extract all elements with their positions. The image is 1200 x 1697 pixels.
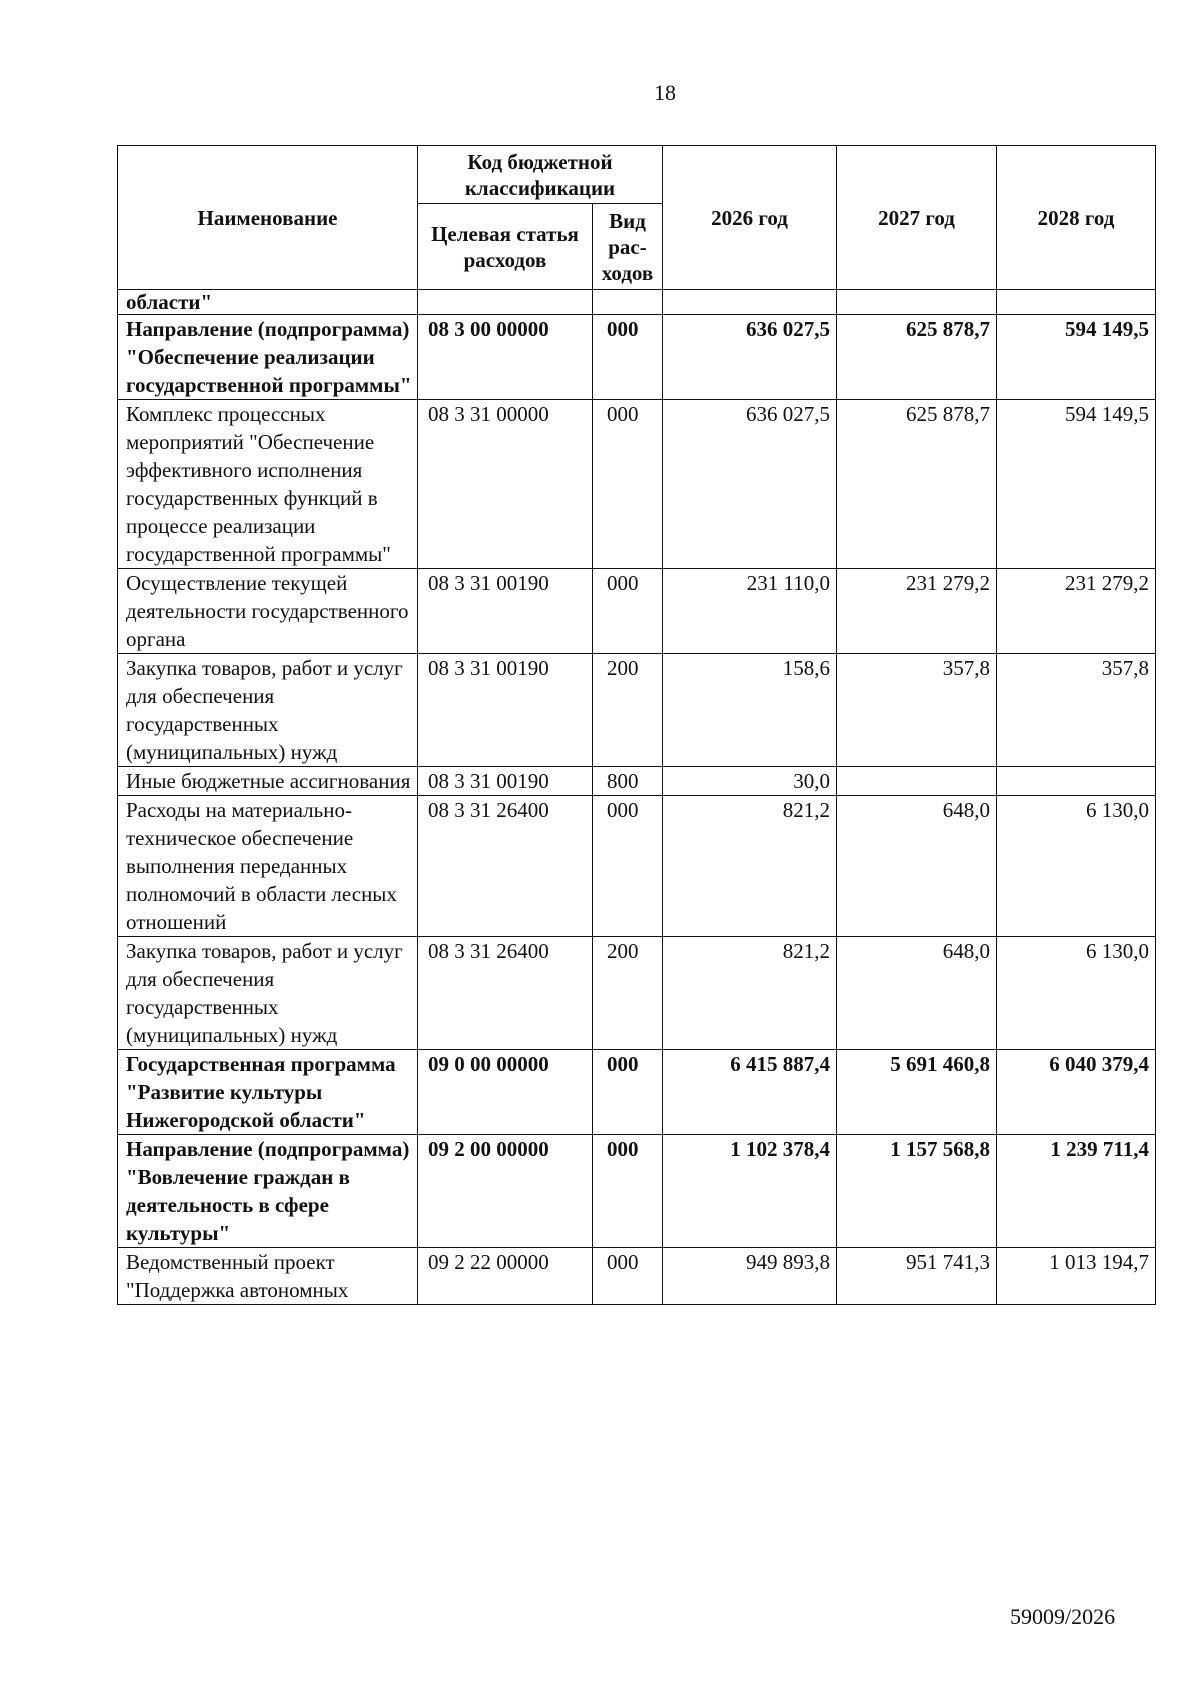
table-row xyxy=(118,315,1156,400)
cell-2026 xyxy=(663,290,837,315)
table-row xyxy=(118,1050,1156,1135)
cell-expense-kind: 000 xyxy=(593,1050,663,1135)
cell-name: Закупка товаров, работ и услуг для обеспечения государственных (муниципальных) нужд xyxy=(118,654,418,767)
cell-2028: 1 013 194,7 xyxy=(997,1248,1156,1305)
table-row xyxy=(118,1135,1156,1248)
cell-2026: 821,2 xyxy=(663,937,837,1050)
cell-target-article: 09 2 00 00000 xyxy=(418,1135,593,1248)
cell-target-article: 09 0 00 00000 xyxy=(418,1050,593,1135)
cell-expense-kind: 200 xyxy=(593,654,663,767)
cell-2026: 1 102 378,4 xyxy=(663,1135,837,1248)
cell-name: Направление (подпрограмма) "Вовлечение граждан в деятельность в сфере культуры" xyxy=(118,1135,418,1248)
header-2027: 2027 год xyxy=(837,146,997,290)
table-body xyxy=(118,290,1156,1305)
cell-name: Расходы на материально-техническое обеспечение выполнения переданных полномочий в области лесных отношений xyxy=(118,796,418,937)
table-row xyxy=(118,400,1156,569)
table-row xyxy=(118,1248,1156,1305)
cell-expense-kind: 800 xyxy=(593,767,663,796)
cell-target-article xyxy=(418,290,593,315)
cell-2028: 231 279,2 xyxy=(997,569,1156,654)
cell-2028: 357,8 xyxy=(997,654,1156,767)
cell-2027: 625 878,7 xyxy=(837,315,997,400)
cell-2026: 158,6 xyxy=(663,654,837,767)
cell-2027: 1 157 568,8 xyxy=(837,1135,997,1248)
cell-name: Государственная программа "Развитие культуры Нижегородской области" xyxy=(118,1050,418,1135)
cell-2027: 648,0 xyxy=(837,796,997,937)
cell-2026: 231 110,0 xyxy=(663,569,837,654)
cell-2027: 231 279,2 xyxy=(837,569,997,654)
cell-expense-kind: 000 xyxy=(593,1248,663,1305)
cell-target-article: 08 3 31 00190 xyxy=(418,569,593,654)
table-row xyxy=(118,654,1156,767)
cell-name: Направление (подпрограмма) "Обеспечение реализации государственной программы" xyxy=(118,315,418,400)
table-row xyxy=(118,796,1156,937)
table-row xyxy=(118,569,1156,654)
cell-2026: 30,0 xyxy=(663,767,837,796)
cell-2027: 357,8 xyxy=(837,654,997,767)
cell-2028: 594 149,5 xyxy=(997,400,1156,569)
page-number: 18 xyxy=(654,80,676,105)
cell-2028: 6 040 379,4 xyxy=(997,1050,1156,1135)
table-row xyxy=(118,937,1156,1050)
cell-target-article: 09 2 22 00000 xyxy=(418,1248,593,1305)
cell-2027: 648,0 xyxy=(837,937,997,1050)
cell-2026: 949 893,8 xyxy=(663,1248,837,1305)
cell-2028: 594 149,5 xyxy=(997,315,1156,400)
document-id: 59009/2026 xyxy=(1010,1604,1116,1629)
cell-2026: 821,2 xyxy=(663,796,837,937)
table-row xyxy=(118,767,1156,796)
cell-2027: 625 878,7 xyxy=(837,400,997,569)
cell-expense-kind: 000 xyxy=(593,315,663,400)
cell-expense-kind: 000 xyxy=(593,1135,663,1248)
cell-expense-kind: 000 xyxy=(593,400,663,569)
cell-name: Ведомственный проект "Поддержка автономных xyxy=(118,1248,418,1305)
cell-2026: 636 027,5 xyxy=(663,400,837,569)
budget-table xyxy=(117,145,1156,1305)
cell-expense-kind xyxy=(593,290,663,315)
header-2026: 2026 год xyxy=(663,146,837,290)
table-header xyxy=(118,146,1156,290)
cell-expense-kind: 000 xyxy=(593,569,663,654)
table-row xyxy=(118,290,1156,315)
cell-2028: 6 130,0 xyxy=(997,937,1156,1050)
cell-target-article: 08 3 00 00000 xyxy=(418,315,593,400)
cell-2028 xyxy=(997,767,1156,796)
header-expense-kind: Вид рас-ходов xyxy=(593,204,663,290)
cell-target-article: 08 3 31 26400 xyxy=(418,796,593,937)
cell-2027 xyxy=(837,290,997,315)
cell-2028: 6 130,0 xyxy=(997,796,1156,937)
cell-2027: 5 691 460,8 xyxy=(837,1050,997,1135)
header-name: Наименование xyxy=(118,146,418,290)
cell-name: Осуществление текущей деятельности государственного органа xyxy=(118,569,418,654)
cell-name: Комплекс процессных мероприятий "Обеспечение эффективного исполнения государственных функций в процессе реализации государственной программы" xyxy=(118,400,418,569)
cell-expense-kind: 000 xyxy=(593,796,663,937)
cell-name: Закупка товаров, работ и услуг для обеспечения государственных (муниципальных) нужд xyxy=(118,937,418,1050)
header-2028: 2028 год xyxy=(997,146,1156,290)
cell-2028: 1 239 711,4 xyxy=(997,1135,1156,1248)
cell-target-article: 08 3 31 00190 xyxy=(418,767,593,796)
cell-2026: 6 415 887,4 xyxy=(663,1050,837,1135)
cell-target-article: 08 3 31 26400 xyxy=(418,937,593,1050)
cell-2027 xyxy=(837,767,997,796)
cell-2027: 951 741,3 xyxy=(837,1248,997,1305)
header-target-article: Целевая статья расходов xyxy=(418,204,593,290)
cell-name: Иные бюджетные ассигнования xyxy=(118,767,418,796)
cell-2026: 636 027,5 xyxy=(663,315,837,400)
cell-target-article: 08 3 31 00190 xyxy=(418,654,593,767)
cell-target-article: 08 3 31 00000 xyxy=(418,400,593,569)
cell-expense-kind: 200 xyxy=(593,937,663,1050)
cell-name: области" xyxy=(118,290,418,315)
cell-2028 xyxy=(997,290,1156,315)
header-code-group: Код бюджетной классификации xyxy=(418,146,663,204)
